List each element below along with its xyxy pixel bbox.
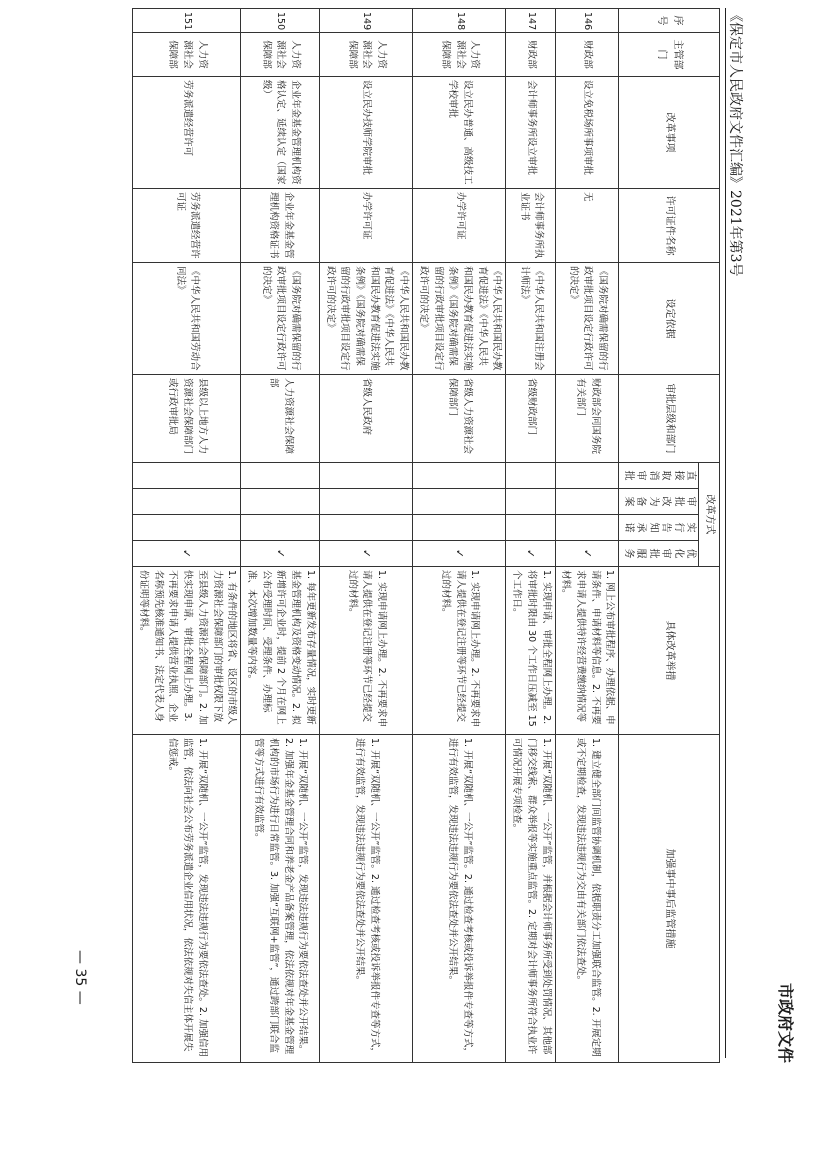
row-basis: 《中华人民共和国劳动合同法》 bbox=[133, 263, 241, 375]
table-row bbox=[133, 9, 241, 1063]
header-rule bbox=[725, 8, 726, 1058]
row-supervision: 1. 开展“双随机、一公开”监管。2. 通过检查考核或投诉举报件专查等方式，进行有效监管，发现违法违规行为要依法查处并公开结果。 bbox=[319, 735, 412, 1063]
table-row bbox=[413, 9, 506, 1063]
row-supervision: 1. 开展“双随机、一公开”监管。2. 通过检查考核或投诉举报件专查等方式，进行有效监管，发现违法违规行为要依法查处并公开结果。 bbox=[413, 735, 506, 1063]
row-measures: 1. 每年更新发布存量情况，实时更新基金管理机构及资格变动情况。2. 拟新增许可企业时，提前 2 个月在网上公布受理时间、受理条件、办理标准、本次增加数量等内容。 bbox=[241, 567, 320, 735]
row-mode-optimize: ✓ bbox=[555, 541, 619, 567]
publication-title: 《保定市人民政府文件汇编》2021年第3号 bbox=[727, 8, 743, 277]
row-basis: 《国务院对确需保留的行政审批项目设定行政许可的决定》 bbox=[241, 263, 320, 375]
row-license: 办学许可证 bbox=[319, 189, 412, 263]
row-measures: 1. 实现申请、审批全程网上办理。2. 将审批时限由 30 个工作日压减至 15 个工作日。 bbox=[506, 567, 555, 735]
row-mode-cancel bbox=[133, 463, 241, 489]
header-dept: 主管部门 bbox=[619, 33, 720, 77]
row-item: 设立民办技师学院审批 bbox=[319, 77, 412, 189]
row-seq: 151 bbox=[133, 9, 241, 33]
table-row bbox=[241, 9, 320, 1063]
row-basis: 《国务院对确需保留的行政审批项目设定行政许可的决定》 bbox=[555, 263, 619, 375]
header-level: 审批层级和部门 bbox=[619, 375, 720, 463]
row-basis: 《中华人民共和国民办教育促进法》《中华人民共和国民办教育促进法实施条例》《国务院对确需保留的行政审批项目设定行政许可的决定》 bbox=[413, 263, 506, 375]
row-mode-cancel bbox=[555, 463, 619, 489]
row-level: 省级人民政府 bbox=[319, 375, 412, 463]
header-item: 改革事项 bbox=[619, 77, 720, 189]
row-dept: 人力资源社会保障部 bbox=[133, 33, 241, 77]
header-measures: 具体改革举措 bbox=[619, 567, 720, 735]
row-mode-cancel bbox=[506, 463, 555, 489]
row-item: 设立免税场所事项审批 bbox=[555, 77, 619, 189]
row-level: 财政部会同国务院有关部门 bbox=[555, 375, 619, 463]
row-measures: 1. 实现申请网上办理。2. 不再要求申请人提供在登记注册等环节已经提交过的材料。 bbox=[413, 567, 506, 735]
row-supervision: 1. 建立健全部门间监管协调机制，依据职责分工加强联合监管。2. 开展定期或不定期检查，发现违法违规行为交由有关部门依法查处。 bbox=[555, 735, 619, 1063]
row-mode-filing bbox=[319, 489, 412, 515]
header-seq: 序号 bbox=[619, 9, 720, 33]
header-mode-notify: 实行告知承诺 bbox=[619, 515, 699, 541]
row-license: 劳务派遣经营许可证 bbox=[133, 189, 241, 263]
row-mode-notify bbox=[413, 515, 506, 541]
row-mode-cancel bbox=[319, 463, 412, 489]
row-supervision: 1. 开展“双随机、一公开”监管，发现违法违规行为要依法查处。2. 加强信用监管，依法向社会公布劳务派遣企业信用状况，依法依规对失信主体开展失信惩戒。 bbox=[133, 735, 241, 1063]
row-mode-optimize: ✓ bbox=[133, 541, 241, 567]
row-mode-filing bbox=[555, 489, 619, 515]
header-basis: 设定依据 bbox=[619, 263, 720, 375]
row-item: 劳务派遣经营许可 bbox=[133, 77, 241, 189]
row-license: 会计师事务所执业证书 bbox=[506, 189, 555, 263]
row-seq: 149 bbox=[319, 9, 412, 33]
row-measures: 1. 有条件的地区将省、设区的市级人力资源社会保障部门的审批权限下放至县级人力资源社会保障部门。2. 加快实现申请、审批全程网上办理。3. 不再要求申请人提供营业执照、企业名称预先核准通知书、法定代表人身份证明等材料。 bbox=[133, 567, 241, 735]
row-mode-filing bbox=[241, 489, 320, 515]
table-body bbox=[133, 9, 619, 1063]
row-mode-cancel bbox=[241, 463, 320, 489]
row-mode-cancel bbox=[413, 463, 506, 489]
row-seq: 148 bbox=[413, 9, 506, 33]
row-license: 无 bbox=[555, 189, 619, 263]
row-dept: 财政部 bbox=[555, 33, 619, 77]
row-basis: 《中华人民共和国注册会计师法》 bbox=[506, 263, 555, 375]
row-mode-notify bbox=[319, 515, 412, 541]
row-measures: 1. 实现申请网上办理。2. 不再要求申请人提供在登记注册等环节已经提交过的材料。 bbox=[319, 567, 412, 735]
header-license: 许可证件名称 bbox=[619, 189, 720, 263]
row-supervision: 1. 开展“双随机、一公开”监管，发现违法违规行为要依法查处并公开结果。2. 加强年金基金管理合同和养老金产品备案管理，依法依规对年金基金管理机构的市场行为进行日常监管。3. 加强“互联网+监管”，通过跨部门联合监管等方式进行有效监管。 bbox=[241, 735, 320, 1063]
row-dept: 人力资源社会保障部 bbox=[413, 33, 506, 77]
row-dept: 人力资源社会保障部 bbox=[319, 33, 412, 77]
row-license: 企业年金基金管理机构资格证书 bbox=[241, 189, 320, 263]
row-seq: 147 bbox=[506, 9, 555, 33]
page-number: — 35 — bbox=[72, 950, 88, 1005]
section-title: 市政府文件 bbox=[776, 982, 795, 1063]
row-mode-optimize: ✓ bbox=[319, 541, 412, 567]
table-row bbox=[506, 9, 555, 1063]
row-level: 人力资源社会保障部 bbox=[241, 375, 320, 463]
row-mode-optimize: ✓ bbox=[241, 541, 320, 567]
header-mode-filing: 审批改为备案 bbox=[619, 489, 699, 515]
table-header-row bbox=[699, 9, 720, 1063]
row-mode-notify bbox=[133, 515, 241, 541]
header-mode-cancel: 直接取消审批 bbox=[619, 463, 699, 489]
row-seq: 146 bbox=[555, 9, 619, 33]
row-item: 企业年金基金管理机构资格认定、延续认定（国家级） bbox=[241, 77, 320, 189]
row-mode-notify bbox=[241, 515, 320, 541]
row-dept: 人力资源社会保障部 bbox=[241, 33, 320, 77]
table-row bbox=[555, 9, 619, 1063]
row-mode-notify bbox=[506, 515, 555, 541]
row-mode-filing bbox=[413, 489, 506, 515]
row-level: 省级财政部门 bbox=[506, 375, 555, 463]
row-license: 办学许可证 bbox=[413, 189, 506, 263]
row-level: 县级以上地方人力资源社会保障部门或行政审批局 bbox=[133, 375, 241, 463]
row-level: 省级人力资源社会保障部门 bbox=[413, 375, 506, 463]
row-mode-notify bbox=[555, 515, 619, 541]
reform-table bbox=[132, 8, 720, 1063]
row-mode-filing bbox=[133, 489, 241, 515]
header-reform-mode: 改革方式 bbox=[699, 463, 720, 567]
header-mode-optimize: 优化审批服务 bbox=[619, 541, 699, 567]
row-basis: 《中华人民共和国民办教育促进法》《中华人民共和国民办教育促进法实施条例》《国务院对确需保留的行政审批项目设定行政许可的决定》 bbox=[319, 263, 412, 375]
row-item: 设立民办普通、高级技工学校审批 bbox=[413, 77, 506, 189]
row-seq: 150 bbox=[241, 9, 320, 33]
row-mode-optimize: ✓ bbox=[506, 541, 555, 567]
row-measures: 1. 网上公布审批程序、办理依据、申请条件、申请材料等信息。2. 不再要求申请人提供特许经营费缴纳情况等材料。 bbox=[555, 567, 619, 735]
row-mode-filing bbox=[506, 489, 555, 515]
row-supervision: 1. 开展“双随机、一公开”监管，并根据会计师事务所受到处罚情况、其他部门移交线索、群众举报等实施重点监管。2. 定期对会计师事务所符合执业许可情况开展专项检查。 bbox=[506, 735, 555, 1063]
row-mode-optimize: ✓ bbox=[413, 541, 506, 567]
table-row bbox=[319, 9, 412, 1063]
row-item: 会计师事务所设立审批 bbox=[506, 77, 555, 189]
row-dept: 财政部 bbox=[506, 33, 555, 77]
header-supervision: 加强事中事后监管措施 bbox=[619, 735, 720, 1063]
